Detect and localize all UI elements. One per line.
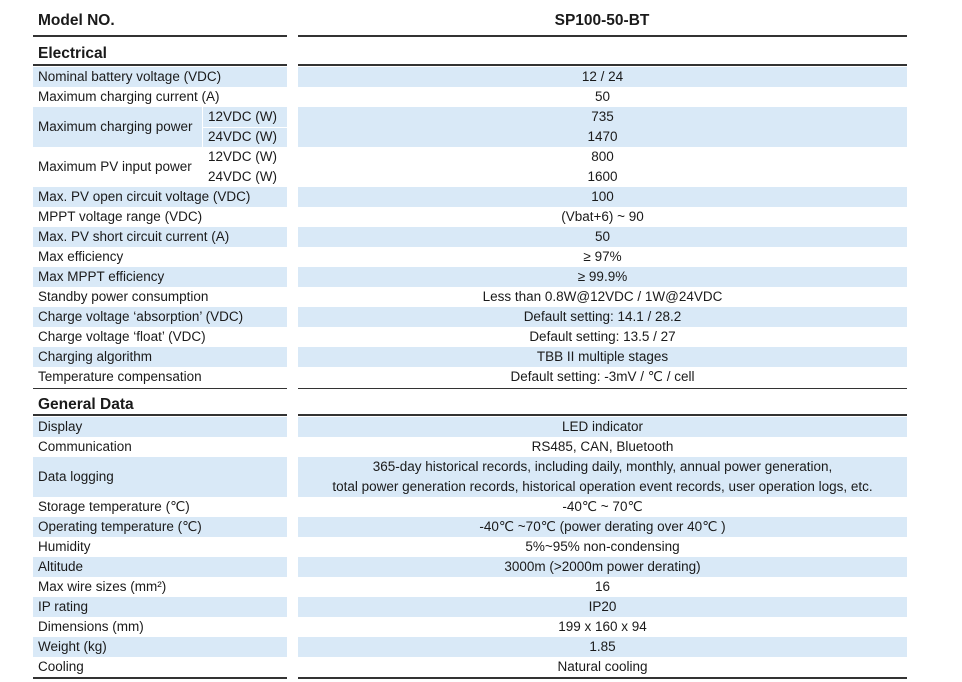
spec-label: Temperature compensation (38, 369, 202, 384)
model-value: SP100-50-BT (554, 12, 650, 29)
spec-label: Charging algorithm (38, 349, 153, 364)
model-label: Model NO. (38, 12, 115, 29)
spec-value: 1470 (587, 129, 618, 144)
spec-sub-label: 24VDC (W) (208, 169, 278, 184)
spec-value: 1.85 (589, 639, 616, 654)
spec-label: Display (38, 419, 83, 434)
spec-label: Nominal battery voltage (VDC) (38, 69, 222, 84)
spec-label: Max. PV short circuit current (A) (38, 229, 230, 244)
spec-value: -40℃ ~70℃ (power derating over 40℃ ) (479, 519, 726, 534)
spec-label: Data logging (38, 469, 114, 484)
spec-label: Altitude (38, 559, 84, 574)
general-section-rule-left (33, 414, 287, 416)
spec-value: IP20 (588, 599, 617, 614)
spec-sub-label: 12VDC (W) (208, 149, 278, 164)
spec-value: 199 x 160 x 94 (558, 619, 647, 634)
spec-label: IP rating (38, 599, 89, 614)
spec-value: 50 (594, 89, 611, 104)
electrical-section-rule-right (298, 64, 907, 66)
general-section-rule-right (298, 414, 907, 416)
spec-value: 16 (594, 579, 611, 594)
general-section-title: General Data (38, 396, 134, 413)
spec-label: Cooling (38, 659, 84, 674)
spec-value: 100 (591, 189, 614, 204)
spec-value: ≥ 97% (583, 249, 622, 264)
spec-value: Default setting: 13.5 / 27 (529, 329, 676, 344)
general-end-rule-left (33, 677, 287, 679)
spec-value: Default setting: -3mV / ℃ / cell (510, 369, 695, 384)
spec-value: 3000m (>2000m power derating) (504, 559, 701, 574)
spec-value-line: total power generation records, historical operation event records, user operation logs, etc. (332, 479, 873, 494)
spec-label: MPPT voltage range (VDC) (38, 209, 203, 224)
spec-label: Max efficiency (38, 249, 124, 264)
spec-value: 5%~95% non-condensing (525, 539, 680, 554)
spec-label: Operating temperature (℃) (38, 519, 202, 534)
spec-label: Storage temperature (℃) (38, 499, 190, 514)
spec-value: Default setting: 14.1 / 28.2 (523, 309, 682, 324)
spec-label: Humidity (38, 539, 91, 554)
spec-value: 12 / 24 (581, 69, 624, 84)
header-rule-right (298, 35, 907, 37)
spec-value: 800 (591, 149, 614, 164)
electrical-section-rule-left (33, 64, 287, 66)
electrical-section-title: Electrical (38, 45, 107, 62)
header-rule-left (33, 35, 287, 37)
spec-label: Maximum charging power (38, 119, 193, 134)
electrical-end-rule-right (298, 388, 907, 390)
spec-label: Max wire sizes (mm²) (38, 579, 167, 594)
spec-label: Standby power consumption (38, 289, 209, 304)
spec-value: LED indicator (561, 419, 644, 434)
spec-value: TBB II multiple stages (536, 349, 669, 364)
spec-label: Charge voltage ‘absorption’ (VDC) (38, 309, 244, 324)
spec-value: 735 (591, 109, 614, 124)
spec-label: Communication (38, 439, 132, 454)
spec-value: 50 (594, 229, 611, 244)
spec-value: Natural cooling (557, 659, 648, 674)
spec-label: Charge voltage ‘float’ (VDC) (38, 329, 206, 344)
spec-label: Weight (kg) (38, 639, 107, 654)
spec-value: (Vbat+6) ~ 90 (561, 209, 644, 224)
spec-label: Maximum PV input power (38, 159, 192, 174)
spec-value: 1600 (587, 169, 618, 184)
spec-label: Maximum charging current (A) (38, 89, 220, 104)
spec-sub-label: 24VDC (W) (208, 129, 278, 144)
spec-label: Max MPPT efficiency (38, 269, 165, 284)
spec-value: RS485, CAN, Bluetooth (531, 439, 674, 454)
spec-value: Less than 0.8W@12VDC / 1W@24VDC (482, 289, 723, 304)
spec-value: ≥ 99.9% (577, 269, 628, 284)
general-end-rule-right (298, 677, 907, 679)
spec-label: Dimensions (mm) (38, 619, 144, 634)
spec-sub-label: 12VDC (W) (208, 109, 278, 124)
spec-value: -40℃ ~ 70℃ (562, 499, 643, 514)
electrical-end-rule-left (33, 388, 287, 390)
spec-value-line: 365-day historical records, including daily, monthly, annual power generation, (372, 459, 833, 474)
spec-label: Max. PV open circuit voltage (VDC) (38, 189, 251, 204)
